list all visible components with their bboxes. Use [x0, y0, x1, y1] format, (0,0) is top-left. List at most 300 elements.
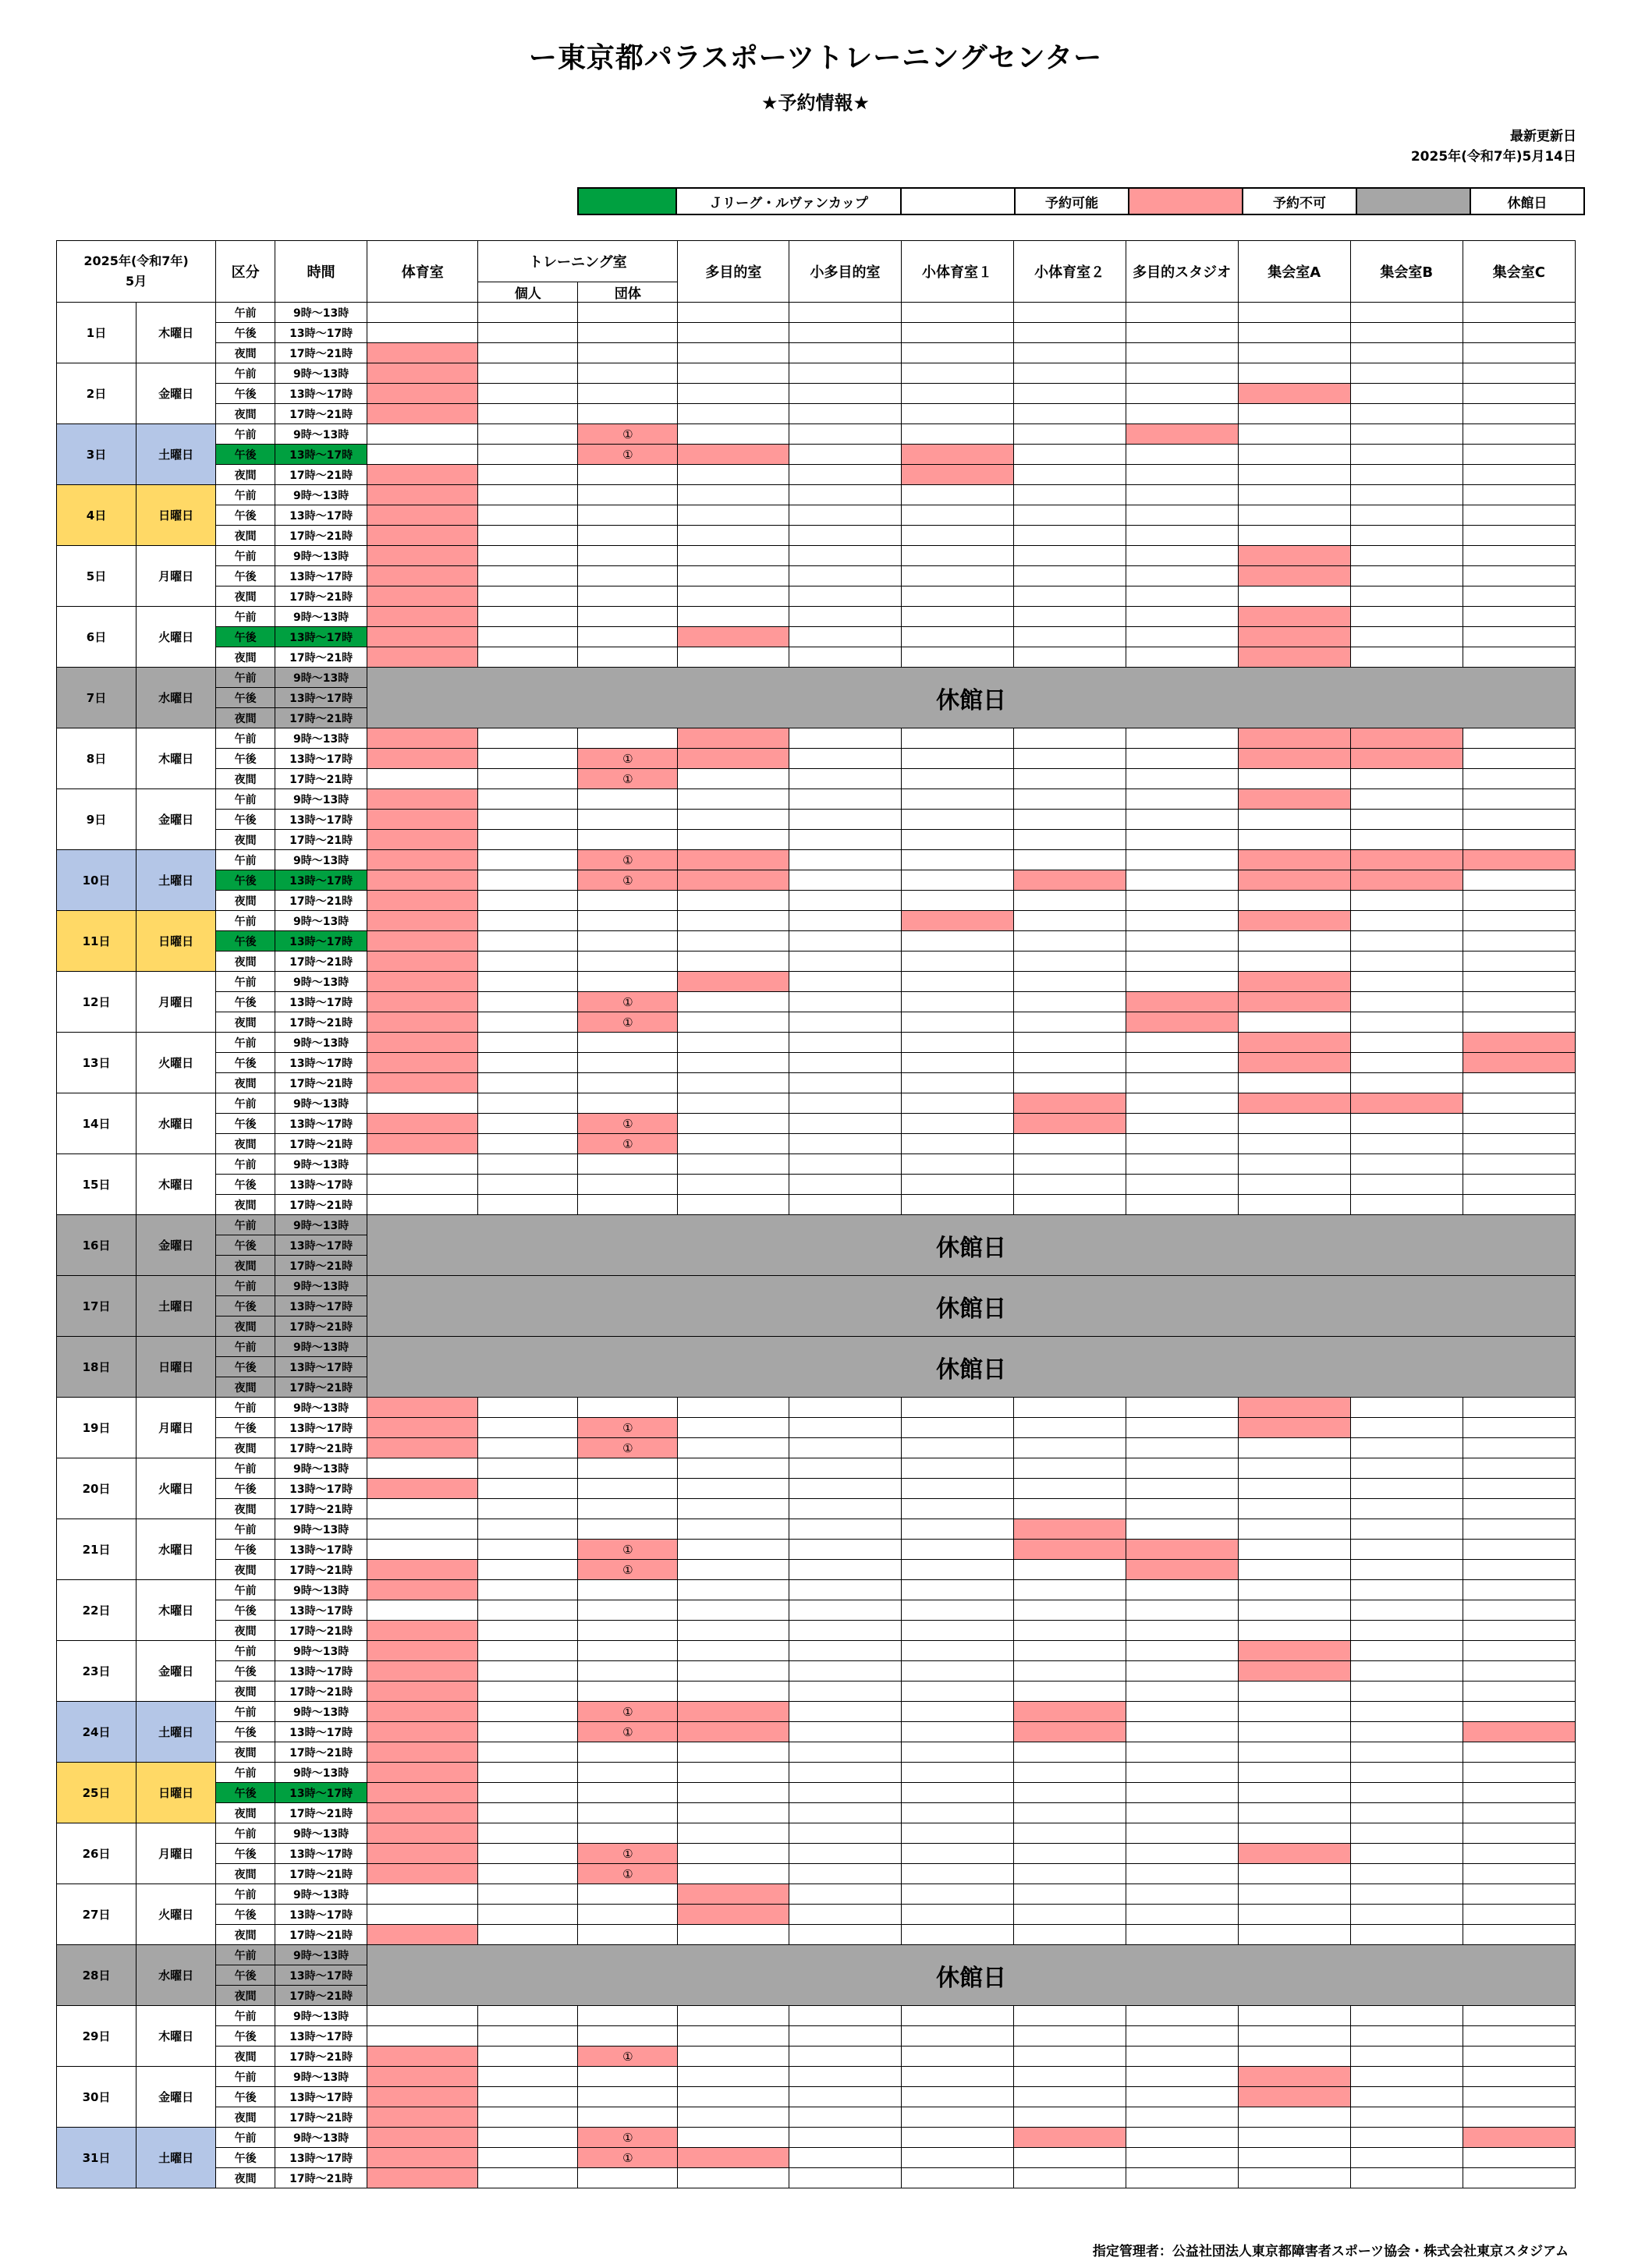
slot-cell[interactable] — [1350, 1398, 1463, 1418]
slot-cell[interactable] — [578, 323, 678, 343]
slot-cell[interactable]: ① — [578, 1844, 678, 1864]
slot-cell[interactable] — [1126, 424, 1238, 445]
slot-cell[interactable] — [478, 607, 578, 627]
slot-cell[interactable] — [1463, 526, 1575, 546]
slot-cell[interactable] — [678, 911, 789, 931]
slot-cell[interactable] — [901, 343, 1013, 363]
slot-cell[interactable] — [578, 1641, 678, 1661]
slot-cell[interactable] — [478, 1803, 578, 1823]
slot-cell[interactable] — [1238, 303, 1350, 323]
slot-cell[interactable] — [678, 850, 789, 870]
slot-cell[interactable] — [367, 1783, 478, 1803]
slot-cell[interactable] — [789, 972, 901, 992]
slot-cell[interactable] — [1463, 607, 1575, 627]
slot-cell[interactable] — [1126, 363, 1238, 384]
slot-cell[interactable] — [1238, 749, 1350, 769]
slot-cell[interactable] — [1126, 870, 1238, 891]
slot-cell[interactable] — [1238, 1114, 1350, 1134]
slot-cell[interactable] — [578, 1479, 678, 1499]
slot-cell[interactable] — [1126, 1763, 1238, 1783]
slot-cell[interactable]: ① — [578, 1702, 678, 1722]
slot-cell[interactable] — [901, 1905, 1013, 1925]
slot-cell[interactable] — [1463, 1742, 1575, 1763]
slot-cell[interactable] — [1013, 891, 1126, 911]
slot-cell[interactable] — [789, 1884, 901, 1905]
slot-cell[interactable] — [1238, 1823, 1350, 1844]
slot-cell[interactable] — [1350, 810, 1463, 830]
slot-cell[interactable] — [1463, 830, 1575, 850]
slot-cell[interactable] — [478, 2148, 578, 2168]
slot-cell[interactable] — [789, 505, 901, 526]
slot-cell[interactable] — [901, 1012, 1013, 1033]
slot-cell[interactable] — [901, 830, 1013, 850]
slot-cell[interactable] — [478, 1134, 578, 1154]
slot-cell[interactable] — [901, 1093, 1013, 1114]
slot-cell[interactable] — [367, 1093, 478, 1114]
slot-cell[interactable] — [1013, 1925, 1126, 1945]
slot-cell[interactable] — [678, 566, 789, 586]
slot-cell[interactable] — [367, 870, 478, 891]
slot-cell[interactable] — [578, 1175, 678, 1195]
slot-cell[interactable] — [367, 1742, 478, 1763]
slot-cell[interactable] — [678, 1398, 789, 1418]
slot-cell[interactable] — [1238, 2026, 1350, 2047]
slot-cell[interactable] — [578, 1661, 678, 1682]
slot-cell[interactable] — [1350, 1519, 1463, 1540]
slot-cell[interactable] — [789, 343, 901, 363]
slot-cell[interactable] — [1350, 647, 1463, 668]
slot-cell[interactable] — [789, 607, 901, 627]
slot-cell[interactable] — [1013, 1682, 1126, 1702]
slot-cell[interactable] — [1013, 2148, 1126, 2168]
slot-cell[interactable] — [901, 891, 1013, 911]
slot-cell[interactable] — [478, 911, 578, 931]
slot-cell[interactable] — [1350, 586, 1463, 607]
slot-cell[interactable] — [678, 1742, 789, 1763]
slot-cell[interactable] — [578, 1905, 678, 1925]
slot-cell[interactable] — [789, 1195, 901, 1215]
slot-cell[interactable] — [578, 2087, 678, 2107]
slot-cell[interactable] — [1350, 2006, 1463, 2026]
slot-cell[interactable] — [1350, 2067, 1463, 2087]
slot-cell[interactable] — [901, 1722, 1013, 1742]
slot-cell[interactable] — [1238, 1702, 1350, 1722]
slot-cell[interactable] — [789, 1600, 901, 1621]
slot-cell[interactable]: ① — [578, 769, 678, 789]
slot-cell[interactable] — [901, 810, 1013, 830]
slot-cell[interactable] — [789, 931, 901, 951]
slot-cell[interactable] — [678, 1722, 789, 1742]
slot-cell[interactable] — [367, 1763, 478, 1783]
slot-cell[interactable] — [789, 1154, 901, 1175]
slot-cell[interactable] — [1350, 931, 1463, 951]
slot-cell[interactable] — [367, 1844, 478, 1864]
slot-cell[interactable] — [1463, 1479, 1575, 1499]
slot-cell[interactable] — [367, 1154, 478, 1175]
slot-cell[interactable] — [367, 1682, 478, 1702]
slot-cell[interactable] — [1126, 526, 1238, 546]
slot-cell[interactable] — [367, 972, 478, 992]
slot-cell[interactable] — [678, 2128, 789, 2148]
slot-cell[interactable] — [789, 1722, 901, 1742]
slot-cell[interactable] — [1013, 1763, 1126, 1783]
slot-cell[interactable] — [578, 465, 678, 485]
slot-cell[interactable] — [901, 972, 1013, 992]
slot-cell[interactable] — [478, 1580, 578, 1600]
slot-cell[interactable]: ① — [578, 850, 678, 870]
slot-cell[interactable] — [1238, 1519, 1350, 1540]
slot-cell[interactable] — [478, 323, 578, 343]
slot-cell[interactable] — [678, 749, 789, 769]
slot-cell[interactable] — [678, 1803, 789, 1823]
slot-cell[interactable] — [1126, 1621, 1238, 1641]
slot-cell[interactable] — [789, 2047, 901, 2067]
slot-cell[interactable] — [367, 992, 478, 1012]
slot-cell[interactable] — [1350, 951, 1463, 972]
slot-cell[interactable] — [678, 1783, 789, 1803]
slot-cell[interactable] — [1463, 1540, 1575, 1560]
slot-cell[interactable] — [367, 1479, 478, 1499]
slot-cell[interactable] — [478, 2128, 578, 2148]
slot-cell[interactable] — [1463, 1925, 1575, 1945]
slot-cell[interactable] — [1463, 1012, 1575, 1033]
slot-cell[interactable] — [1463, 1418, 1575, 1438]
slot-cell[interactable] — [1350, 728, 1463, 749]
slot-cell[interactable] — [789, 1702, 901, 1722]
slot-cell[interactable] — [1126, 404, 1238, 424]
slot-cell[interactable] — [1126, 1783, 1238, 1803]
slot-cell[interactable] — [789, 1499, 901, 1519]
slot-cell[interactable] — [1126, 1742, 1238, 1763]
slot-cell[interactable] — [1238, 2168, 1350, 2188]
slot-cell[interactable] — [1126, 1154, 1238, 1175]
slot-cell[interactable] — [1238, 1540, 1350, 1560]
slot-cell[interactable] — [789, 1012, 901, 1033]
slot-cell[interactable] — [678, 1682, 789, 1702]
slot-cell[interactable] — [678, 1093, 789, 1114]
slot-cell[interactable] — [1238, 2067, 1350, 2087]
slot-cell[interactable] — [901, 1033, 1013, 1053]
slot-cell[interactable] — [1463, 1844, 1575, 1864]
slot-cell[interactable] — [678, 2168, 789, 2188]
slot-cell[interactable] — [1013, 911, 1126, 931]
slot-cell[interactable] — [367, 1661, 478, 1682]
slot-cell[interactable]: ① — [578, 1560, 678, 1580]
slot-cell[interactable] — [1013, 526, 1126, 546]
slot-cell[interactable] — [901, 1600, 1013, 1621]
slot-cell[interactable] — [1238, 870, 1350, 891]
slot-cell[interactable] — [789, 1458, 901, 1479]
slot-cell[interactable] — [1238, 485, 1350, 505]
slot-cell[interactable] — [1463, 1499, 1575, 1519]
slot-cell[interactable] — [1350, 1661, 1463, 1682]
slot-cell[interactable] — [367, 1053, 478, 1073]
slot-cell[interactable] — [678, 1823, 789, 1844]
slot-cell[interactable] — [1350, 1722, 1463, 1742]
slot-cell[interactable] — [1463, 1175, 1575, 1195]
slot-cell[interactable] — [1013, 445, 1126, 465]
slot-cell[interactable] — [578, 1093, 678, 1114]
slot-cell[interactable] — [678, 505, 789, 526]
slot-cell[interactable] — [367, 1073, 478, 1093]
slot-cell[interactable]: ① — [578, 2128, 678, 2148]
slot-cell[interactable] — [1350, 1479, 1463, 1499]
slot-cell[interactable] — [789, 1519, 901, 1540]
slot-cell[interactable] — [901, 1742, 1013, 1763]
slot-cell[interactable] — [478, 1661, 578, 1682]
slot-cell[interactable] — [789, 728, 901, 749]
slot-cell[interactable] — [1463, 1458, 1575, 1479]
slot-cell[interactable] — [678, 1763, 789, 1783]
slot-cell[interactable] — [578, 586, 678, 607]
slot-cell[interactable] — [1126, 2047, 1238, 2067]
slot-cell[interactable] — [1238, 1499, 1350, 1519]
slot-cell[interactable] — [789, 870, 901, 891]
slot-cell[interactable] — [478, 1418, 578, 1438]
slot-cell[interactable] — [478, 566, 578, 586]
slot-cell[interactable] — [1463, 627, 1575, 647]
slot-cell[interactable] — [1350, 1093, 1463, 1114]
slot-cell[interactable] — [678, 1580, 789, 1600]
slot-cell[interactable] — [1013, 1114, 1126, 1134]
slot-cell[interactable] — [1350, 830, 1463, 850]
slot-cell[interactable] — [1238, 911, 1350, 931]
slot-cell[interactable] — [901, 384, 1013, 404]
slot-cell[interactable] — [367, 1560, 478, 1580]
slot-cell[interactable] — [1126, 1479, 1238, 1499]
slot-cell[interactable] — [478, 1519, 578, 1540]
slot-cell[interactable] — [1013, 1844, 1126, 1864]
slot-cell[interactable] — [678, 1641, 789, 1661]
slot-cell[interactable] — [1350, 1438, 1463, 1458]
slot-cell[interactable] — [678, 445, 789, 465]
slot-cell[interactable] — [478, 728, 578, 749]
slot-cell[interactable] — [789, 1398, 901, 1418]
slot-cell[interactable] — [1238, 2006, 1350, 2026]
slot-cell[interactable] — [678, 627, 789, 647]
slot-cell[interactable]: ① — [578, 424, 678, 445]
slot-cell[interactable] — [578, 810, 678, 830]
slot-cell[interactable] — [1463, 384, 1575, 404]
slot-cell[interactable] — [478, 586, 578, 607]
slot-cell[interactable] — [678, 424, 789, 445]
slot-cell[interactable] — [678, 1519, 789, 1540]
slot-cell[interactable] — [1463, 1884, 1575, 1905]
slot-cell[interactable] — [1350, 2107, 1463, 2128]
slot-cell[interactable] — [367, 830, 478, 850]
slot-cell[interactable] — [1463, 1823, 1575, 1844]
slot-cell[interactable] — [678, 789, 789, 810]
slot-cell[interactable] — [1350, 1682, 1463, 1702]
slot-cell[interactable] — [1463, 749, 1575, 769]
slot-cell[interactable] — [1013, 972, 1126, 992]
slot-cell[interactable] — [1350, 891, 1463, 911]
slot-cell[interactable] — [678, 1073, 789, 1093]
slot-cell[interactable] — [1013, 1499, 1126, 1519]
slot-cell[interactable] — [478, 2047, 578, 2067]
slot-cell[interactable] — [1350, 2168, 1463, 2188]
slot-cell[interactable] — [789, 1682, 901, 1702]
slot-cell[interactable] — [1350, 1763, 1463, 1783]
slot-cell[interactable] — [478, 404, 578, 424]
slot-cell[interactable] — [1013, 1134, 1126, 1154]
slot-cell[interactable]: ① — [578, 1540, 678, 1560]
slot-cell[interactable] — [1126, 1823, 1238, 1844]
slot-cell[interactable] — [789, 2087, 901, 2107]
slot-cell[interactable] — [678, 465, 789, 485]
slot-cell[interactable] — [1126, 1641, 1238, 1661]
slot-cell[interactable] — [1463, 566, 1575, 586]
slot-cell[interactable] — [901, 1073, 1013, 1093]
slot-cell[interactable] — [1463, 1864, 1575, 1884]
slot-cell[interactable] — [1238, 424, 1350, 445]
slot-cell[interactable] — [1013, 1905, 1126, 1925]
slot-cell[interactable] — [367, 607, 478, 627]
slot-cell[interactable] — [1013, 1864, 1126, 1884]
slot-cell[interactable] — [789, 627, 901, 647]
slot-cell[interactable] — [1238, 2128, 1350, 2148]
slot-cell[interactable] — [1126, 1682, 1238, 1702]
slot-cell[interactable] — [789, 323, 901, 343]
slot-cell[interactable] — [1238, 1093, 1350, 1114]
slot-cell[interactable] — [1013, 384, 1126, 404]
slot-cell[interactable] — [789, 891, 901, 911]
slot-cell[interactable] — [678, 2107, 789, 2128]
slot-cell[interactable]: ① — [578, 749, 678, 769]
slot-cell[interactable] — [367, 1418, 478, 1438]
slot-cell[interactable] — [367, 728, 478, 749]
slot-cell[interactable] — [901, 404, 1013, 424]
slot-cell[interactable] — [367, 1925, 478, 1945]
slot-cell[interactable] — [901, 1925, 1013, 1945]
slot-cell[interactable] — [901, 1763, 1013, 1783]
slot-cell[interactable] — [1126, 1884, 1238, 1905]
slot-cell[interactable] — [1350, 1114, 1463, 1134]
slot-cell[interactable] — [578, 1154, 678, 1175]
slot-cell[interactable] — [478, 810, 578, 830]
slot-cell[interactable] — [678, 931, 789, 951]
slot-cell[interactable] — [901, 2067, 1013, 2087]
slot-cell[interactable] — [367, 1012, 478, 1033]
slot-cell[interactable] — [1463, 424, 1575, 445]
slot-cell[interactable] — [901, 465, 1013, 485]
slot-cell[interactable] — [367, 911, 478, 931]
slot-cell[interactable] — [578, 1073, 678, 1093]
slot-cell[interactable] — [1463, 728, 1575, 749]
slot-cell[interactable] — [1013, 1175, 1126, 1195]
slot-cell[interactable] — [1238, 1438, 1350, 1458]
slot-cell[interactable] — [789, 810, 901, 830]
slot-cell[interactable] — [578, 1742, 678, 1763]
slot-cell[interactable] — [478, 1884, 578, 1905]
slot-cell[interactable] — [901, 728, 1013, 749]
slot-cell[interactable] — [1126, 972, 1238, 992]
slot-cell[interactable] — [1238, 1621, 1350, 1641]
slot-cell[interactable] — [1126, 1803, 1238, 1823]
slot-cell[interactable] — [1463, 1682, 1575, 1702]
slot-cell[interactable] — [1013, 1884, 1126, 1905]
slot-cell[interactable] — [578, 384, 678, 404]
slot-cell[interactable] — [1463, 911, 1575, 931]
slot-cell[interactable] — [789, 769, 901, 789]
slot-cell[interactable] — [478, 1499, 578, 1519]
slot-cell[interactable] — [1463, 465, 1575, 485]
slot-cell[interactable] — [1013, 1803, 1126, 1823]
slot-cell[interactable] — [1238, 830, 1350, 850]
slot-cell[interactable] — [678, 363, 789, 384]
slot-cell[interactable] — [1013, 424, 1126, 445]
slot-cell[interactable] — [578, 1519, 678, 1540]
slot-cell[interactable] — [478, 445, 578, 465]
slot-cell[interactable] — [478, 485, 578, 505]
slot-cell[interactable] — [678, 1905, 789, 1925]
slot-cell[interactable] — [478, 1033, 578, 1053]
slot-cell[interactable] — [1350, 1195, 1463, 1215]
slot-cell[interactable] — [1126, 485, 1238, 505]
slot-cell[interactable] — [1126, 749, 1238, 769]
slot-cell[interactable] — [1126, 1438, 1238, 1458]
slot-cell[interactable] — [678, 303, 789, 323]
slot-cell[interactable] — [367, 1641, 478, 1661]
slot-cell[interactable] — [478, 1479, 578, 1499]
slot-cell[interactable] — [1463, 992, 1575, 1012]
slot-cell[interactable] — [789, 384, 901, 404]
slot-cell[interactable] — [478, 303, 578, 323]
slot-cell[interactable] — [578, 526, 678, 546]
slot-cell[interactable] — [367, 465, 478, 485]
slot-cell[interactable] — [1013, 769, 1126, 789]
slot-cell[interactable] — [367, 1722, 478, 1742]
slot-cell[interactable] — [1238, 1864, 1350, 1884]
slot-cell[interactable] — [901, 2107, 1013, 2128]
slot-cell[interactable] — [367, 1438, 478, 1458]
slot-cell[interactable] — [367, 445, 478, 465]
slot-cell[interactable] — [678, 2087, 789, 2107]
slot-cell[interactable] — [901, 1053, 1013, 1073]
slot-cell[interactable] — [789, 911, 901, 931]
slot-cell[interactable] — [367, 1803, 478, 1823]
slot-cell[interactable] — [1126, 445, 1238, 465]
slot-cell[interactable] — [1350, 789, 1463, 810]
slot-cell[interactable] — [901, 1458, 1013, 1479]
slot-cell[interactable] — [1350, 850, 1463, 870]
slot-cell[interactable] — [578, 1823, 678, 1844]
slot-cell[interactable] — [1350, 323, 1463, 343]
slot-cell[interactable] — [789, 1418, 901, 1438]
slot-cell[interactable] — [1350, 465, 1463, 485]
slot-cell[interactable] — [1126, 1458, 1238, 1479]
slot-cell[interactable] — [1463, 363, 1575, 384]
slot-cell[interactable] — [1238, 850, 1350, 870]
slot-cell[interactable] — [578, 404, 678, 424]
slot-cell[interactable] — [678, 1540, 789, 1560]
slot-cell[interactable] — [478, 627, 578, 647]
slot-cell[interactable] — [1350, 1134, 1463, 1154]
slot-cell[interactable] — [678, 1864, 789, 1884]
slot-cell[interactable] — [1126, 2006, 1238, 2026]
slot-cell[interactable] — [1013, 2168, 1126, 2188]
slot-cell[interactable] — [901, 485, 1013, 505]
slot-cell[interactable] — [1238, 769, 1350, 789]
slot-cell[interactable] — [901, 607, 1013, 627]
slot-cell[interactable] — [478, 465, 578, 485]
slot-cell[interactable] — [1126, 1195, 1238, 1215]
slot-cell[interactable] — [678, 951, 789, 972]
slot-cell[interactable] — [1238, 728, 1350, 749]
slot-cell[interactable] — [367, 1823, 478, 1844]
slot-cell[interactable] — [1350, 2128, 1463, 2148]
slot-cell[interactable] — [1126, 911, 1238, 931]
